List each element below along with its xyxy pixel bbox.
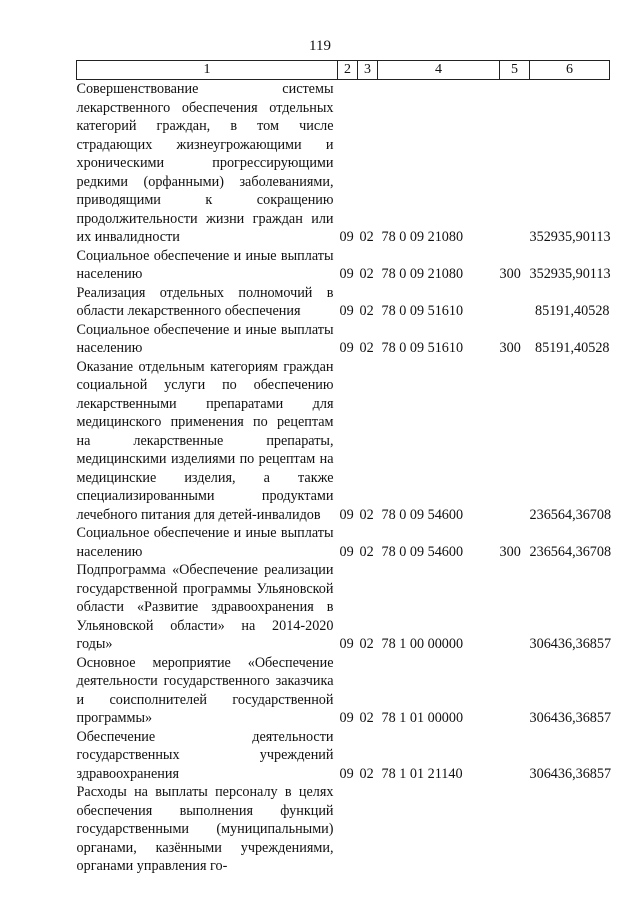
table-row xyxy=(77,358,610,525)
row-name: Оказание отдельным категориям граждан социальной услуги по обеспечению лекарственными препаратами для медицинского применения по рецептам на лекарственные препараты, медицинскими изделиями по рецептам на медицинские изделия, а также специализированными продуктами лечебного питания для детей-инвалидов xyxy=(76,358,334,523)
row-name: Социальное обеспечение и иные выплаты населению xyxy=(76,525,334,560)
row-section: 09 xyxy=(339,229,354,245)
row-section: 09 xyxy=(339,506,354,523)
row-name: Социальное обеспечение и иные выплаты населению xyxy=(76,321,334,356)
row-expense-type: 300 xyxy=(499,543,521,560)
row-expense-type: 300 xyxy=(499,266,521,282)
row-expense-type xyxy=(500,561,530,654)
row-expense-type: 300 xyxy=(499,340,521,356)
row-target-code: 78 1 00 00000 xyxy=(381,636,464,652)
table-row xyxy=(77,247,610,284)
row-name: Обеспечение деятельности государственных учреждений здравоохранения xyxy=(76,728,334,782)
row-name: Социальное обеспечение и иные выплаты населению xyxy=(76,247,334,282)
row-amount: 306436,36857 xyxy=(529,636,612,652)
row-target-code xyxy=(378,783,500,876)
row-subsection: 02 xyxy=(359,506,374,523)
row-section: 09 xyxy=(339,543,354,560)
col-header-5: 5 xyxy=(500,61,530,80)
row-expense-type xyxy=(500,358,530,525)
row-name: Совершенствование системы лекарственного обеспечения отдельных категорий граждан, в том числе страдающих жизнеугрожающими и хроническими прогрессирующими редкими (орфанными) заболеваниями, приводящими к сокращению продолжительности жизни граждан или их инвалидности xyxy=(76,81,334,245)
col-header-6: 6 xyxy=(530,61,610,80)
page-number: 119 xyxy=(309,38,331,54)
row-target-code: 78 1 01 00000 xyxy=(381,710,464,726)
row-target-code: 78 0 09 21080 xyxy=(381,229,464,245)
row-subsection: 02 xyxy=(359,340,374,356)
row-amount: 85191,40528 xyxy=(535,303,610,319)
row-expense-type xyxy=(500,728,530,784)
col-header-3: 3 xyxy=(358,61,378,80)
row-subsection: 02 xyxy=(359,266,374,282)
row-subsection: 02 xyxy=(359,636,374,652)
row-amount: 306436,36857 xyxy=(529,710,612,726)
row-amount xyxy=(530,783,610,876)
row-section: 09 xyxy=(339,266,354,282)
row-name: Основное мероприятие «Обеспечение деятельности государственного заказчика и соисполнителей государственной программы» xyxy=(76,654,334,726)
col-header-4: 4 xyxy=(378,61,500,80)
row-subsection: 02 xyxy=(359,229,374,245)
row-expense-type xyxy=(500,654,530,728)
row-subsection: 02 xyxy=(359,303,374,319)
row-subsection: 02 xyxy=(359,543,374,560)
row-section: 09 xyxy=(339,303,354,319)
row-name: Реализация отдельных полномочий в области лекарственного обеспечения xyxy=(76,284,334,319)
row-name: Расходы на выплаты персоналу в целях обеспечения выполнения функций государственными (муниципальными) органами, казёнными учреждениями, органами управления го- xyxy=(76,784,334,874)
row-section: 09 xyxy=(339,636,354,652)
col-header-1: 1 xyxy=(77,61,338,80)
row-amount: 236564,36708 xyxy=(529,506,612,523)
table-row xyxy=(77,654,610,728)
row-target-code: 78 0 09 54600 xyxy=(381,543,464,560)
row-subsection xyxy=(358,783,378,876)
row-target-code: 78 0 09 21080 xyxy=(381,266,464,282)
row-expense-type xyxy=(500,783,530,876)
row-amount: 352935,90113 xyxy=(529,229,611,245)
row-name: Подпрограмма «Обеспечение реализации государственной программы Ульяновской области «Развитие здравоохранения в Ульяновской области» на 2014-2020 годы» xyxy=(76,562,334,652)
col-header-2: 2 xyxy=(338,61,358,80)
row-target-code: 78 0 09 54600 xyxy=(381,506,464,523)
row-amount: 306436,36857 xyxy=(529,765,612,782)
table-row xyxy=(77,80,610,247)
table-row xyxy=(77,284,610,321)
row-expense-type xyxy=(500,80,530,247)
table-row xyxy=(77,321,610,358)
row-section: 09 xyxy=(339,710,354,726)
row-amount: 85191,40528 xyxy=(535,340,610,356)
table-header-row xyxy=(77,61,610,80)
row-expense-type xyxy=(500,284,530,321)
row-target-code: 78 1 01 21140 xyxy=(381,765,463,782)
table-row xyxy=(77,783,610,876)
table-row xyxy=(77,728,610,784)
row-section xyxy=(338,783,358,876)
row-amount: 352935,90113 xyxy=(529,266,611,282)
row-target-code: 78 0 09 51610 xyxy=(381,340,464,356)
row-subsection: 02 xyxy=(359,765,374,782)
budget-table xyxy=(76,60,610,876)
row-subsection: 02 xyxy=(359,710,374,726)
row-amount: 236564,36708 xyxy=(529,543,612,560)
table-row xyxy=(77,561,610,654)
row-section: 09 xyxy=(339,340,354,356)
table-row xyxy=(77,524,610,561)
row-section: 09 xyxy=(339,765,354,782)
row-target-code: 78 0 09 51610 xyxy=(381,303,464,319)
